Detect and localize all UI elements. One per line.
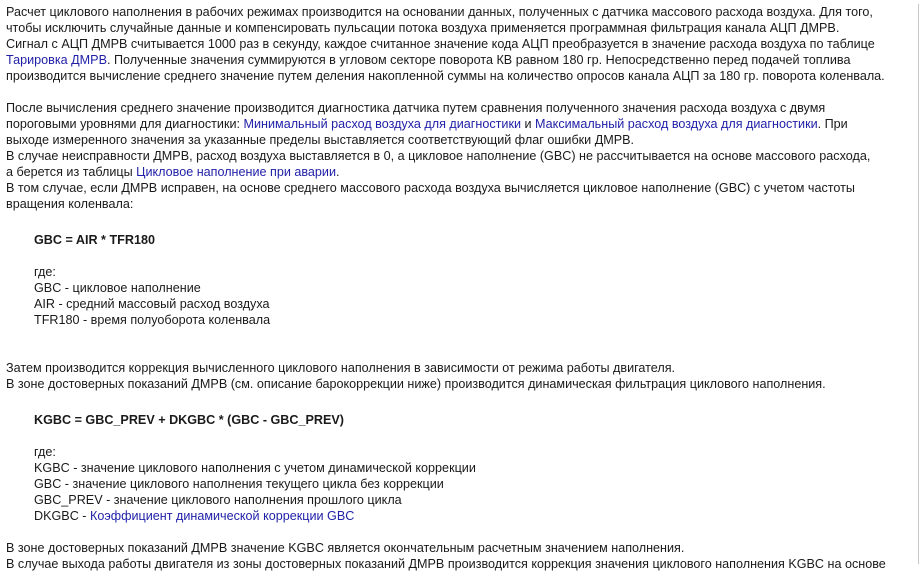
text-line: После вычисления среднего значение производится диагностика датчика путем сравнения полученного значения расхода воздуха с двумя [6,101,826,115]
link-dkgbc-coefficient[interactable]: Коэффициент динамической коррекции GBC [89,509,355,523]
where-label: где: [34,265,56,279]
text-fragment: DKGBC - [34,509,90,523]
paragraph-final [6,540,918,571]
text-line [6,164,918,180]
definition-item: AIR - средний массовый расход воздуха [34,297,270,311]
formula-gbc: GBC = AIR * TFR180 [34,233,155,247]
paragraph-intro [6,4,918,84]
definition-item [34,508,918,524]
text-line: чтобы исключить случайные данные и компенсировать пульсации потока воздуха применяется программная фильтрация канала АЦП ДМРВ. [6,21,840,35]
definition-item: GBC - значение циклового наполнения текущего цикла без коррекции [34,477,444,491]
paragraph-correction [6,360,918,392]
text-line: Расчет циклового наполнения в рабочих режимах производится на основании данных, полученных с датчика массового расхода воздуха. Для того, [6,5,873,19]
text-fragment: и [521,117,536,131]
link-emergency-fill-table[interactable]: Цикловое наполнение при аварии [136,165,337,179]
text-line: В зоне достоверных показаний ДМРВ (см. описание барокоррекции ниже) производится динамическая фильтрация циклового наполнения. [6,377,826,391]
text-fragment: а берется из таблицы [6,165,137,179]
text-line [6,52,918,68]
link-max-airflow-diag[interactable]: Максимальный расход воздуха для диагностики [535,117,818,131]
spacer [6,524,918,540]
link-maf-calibration[interactable]: Тарировка ДМРВ [6,53,107,67]
text-line [6,116,918,132]
text-line: производится вычисление среднего значение путем деления накопленной суммы на количество опросов канала АЦП за 180 гр. поворота коленвала. [6,69,885,83]
text-fragment: . [336,165,340,179]
text-line: Сигнал с АЦП ДМРВ считывается 1000 раз в секунду, каждое считанное значение кода АЦП преобразуется в значение расхода воздуха по таблице [6,37,875,51]
text-line: В случае выхода работы двигателя из зоны достоверных показаний ДМРВ производится коррекция значения циклового наполнения KGBC на основе [6,557,886,571]
spacer [6,328,918,344]
text-fragment: . При [817,117,848,131]
definition-item: GBC - цикловое наполнение [34,281,201,295]
definition-item: TFR180 - время полуоборота коленвала [34,313,271,327]
where-label: где: [34,445,56,459]
text-line-cropped [6,556,918,571]
document-page [6,4,919,571]
text-line: В зоне достоверных показаний ДМРВ значение KGBC является окончательным расчетным значением наполнения. [6,541,685,555]
text-line: вращения коленвала: [6,197,134,211]
definition-item: GBC_PREV - значение циклового наполнения прошлого цикла [34,493,402,507]
text-fragment: . Полученные значения суммируются в угловом секторе поворота КВ равном 180 гр. Непосредственно перед подачей топлива [106,53,851,67]
definition-item: KGBC - значение циклового наполнения с учетом динамической коррекции [34,461,476,475]
text-line: В случае неисправности ДМРВ, расход воздуха выставляется в 0, а цикловое наполнение (GBC) не рассчитывается на основе массового расхода, [6,149,871,163]
text-fragment: пороговыми уровнями для диагностики: [6,117,244,131]
formula-gbc-definitions [6,264,918,328]
link-min-airflow-diag[interactable]: Минимальный расход воздуха для диагностики [243,117,521,131]
text-line: В том случае, если ДМРВ исправен, на основе среднего массового расхода воздуха вычисляется цикловое наполнение (GBC) с учетом частоты [6,181,855,195]
formula-kgbc: KGBC = GBC_PREV + DKGBC * (GBC - GBC_PREV) [34,413,344,427]
text-line: Затем производится коррекция вычисленного циклового наполнения в зависимости от режима работы двигателя. [6,361,676,375]
spacer [6,84,918,100]
paragraph-diagnostics [6,100,918,212]
formula-kgbc-definitions [6,444,918,524]
spacer [6,344,918,360]
text-line: выходе измеренного значения за указанные пределы выставляется соответствующий флаг ошибки ДМРВ. [6,133,635,147]
